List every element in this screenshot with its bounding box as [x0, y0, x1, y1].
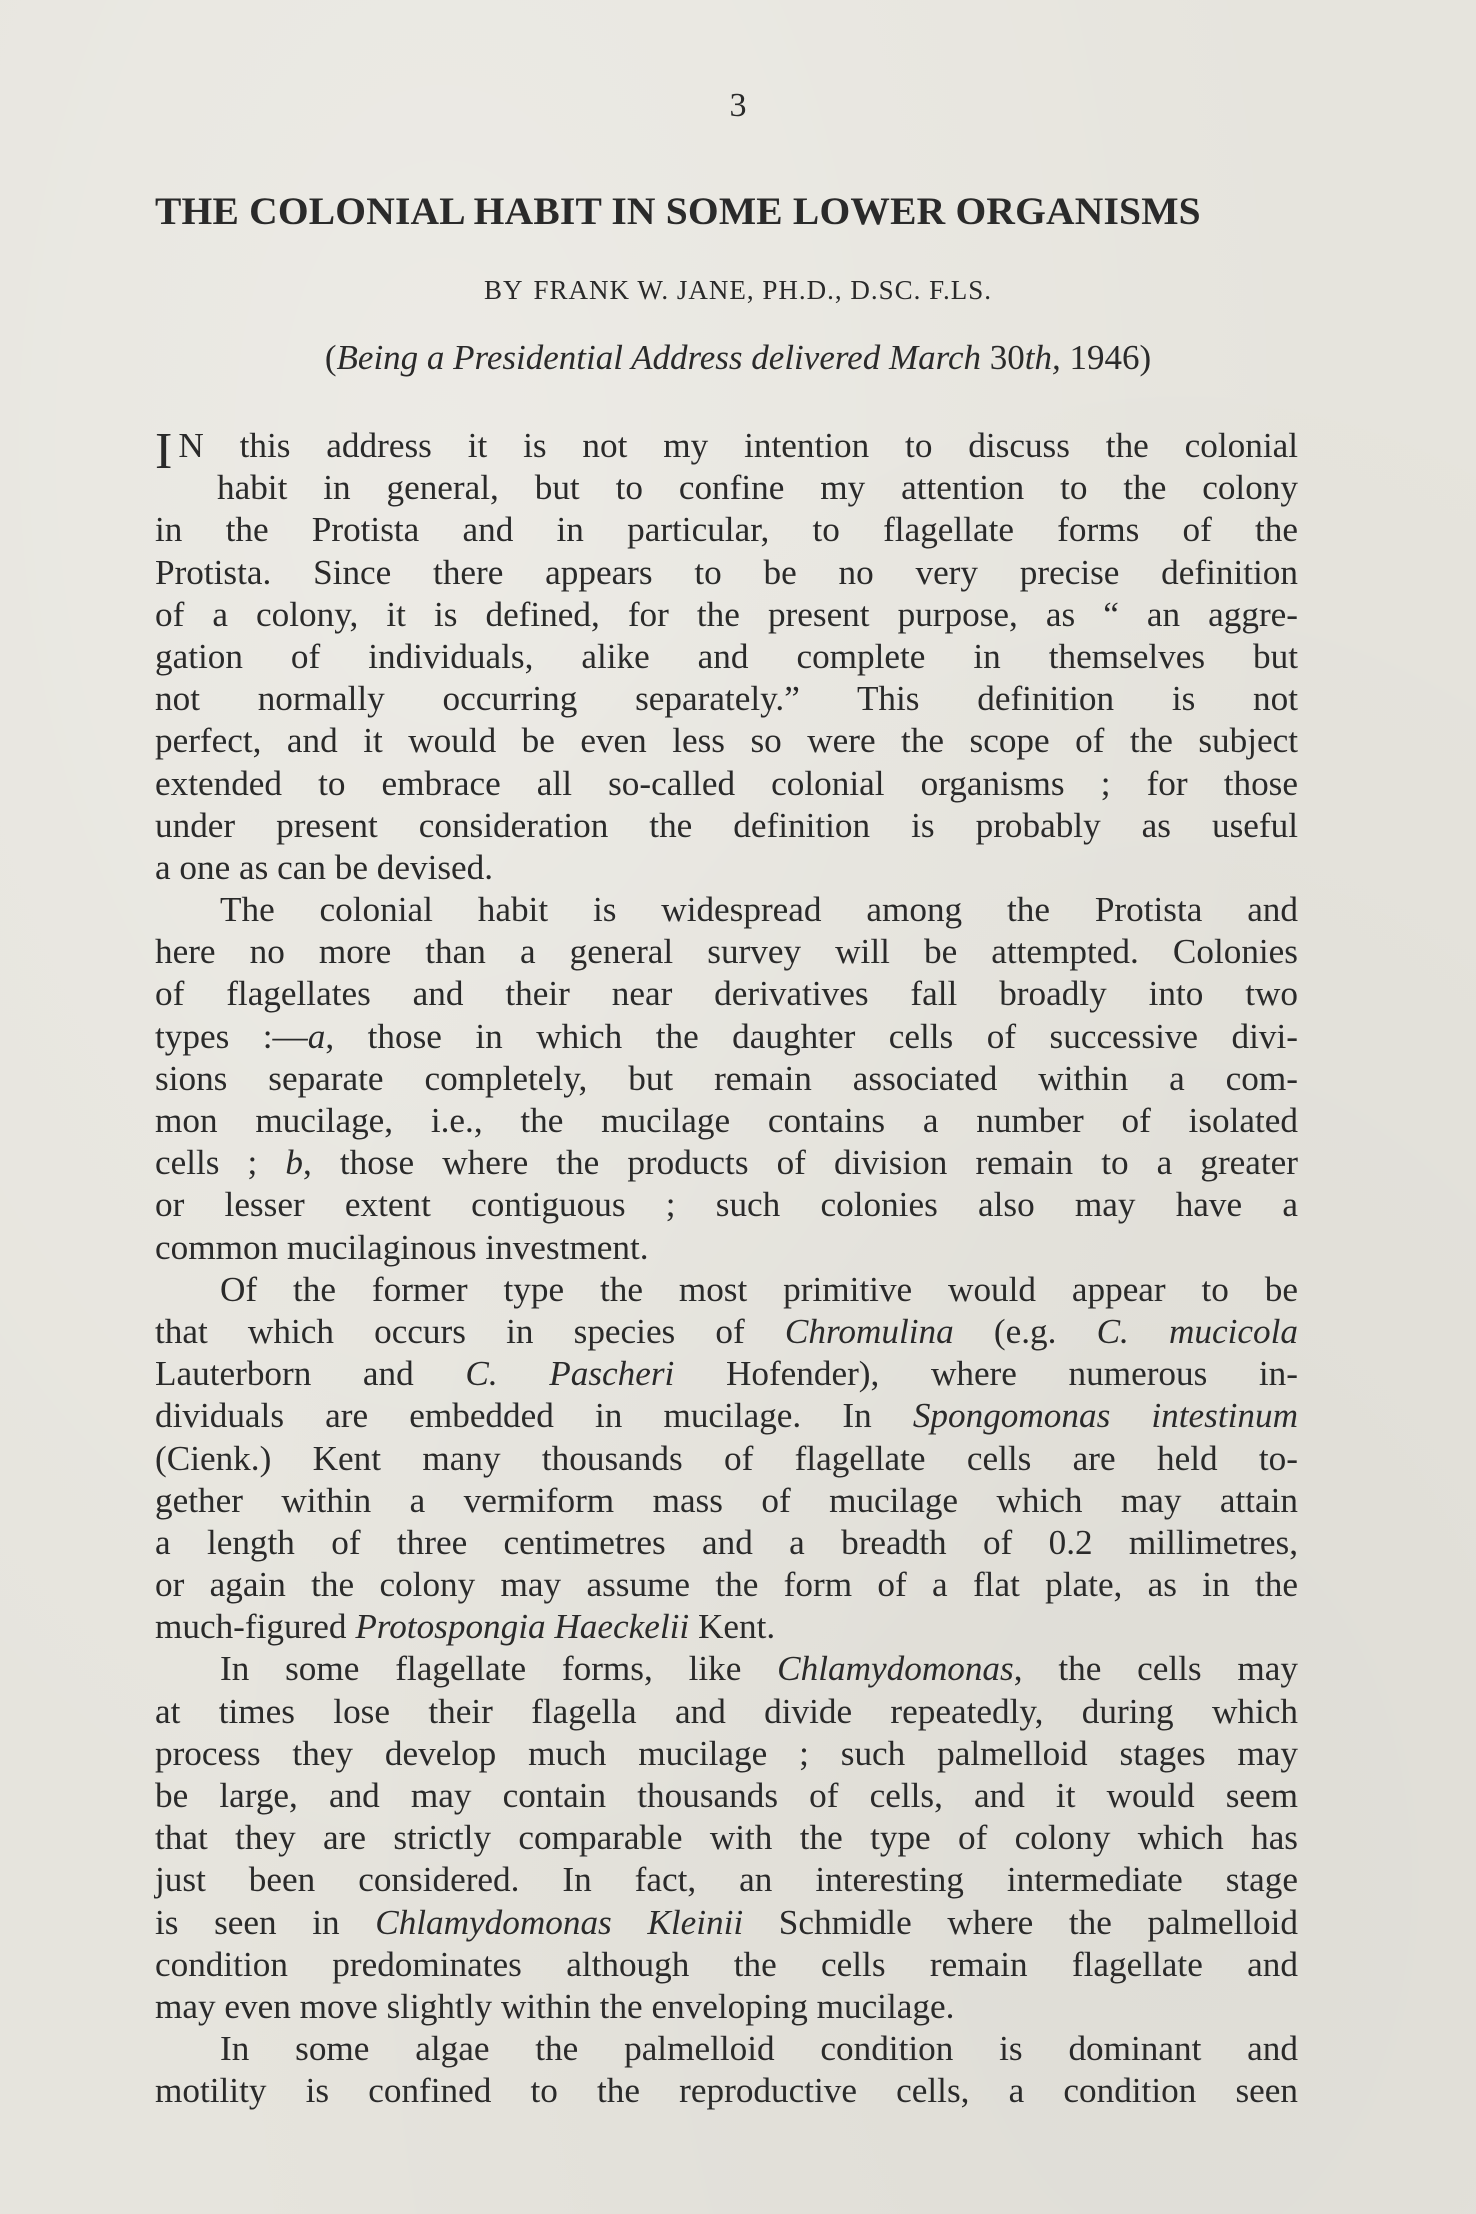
text-line [155, 423, 1298, 480]
address-subtitle [0, 336, 1476, 380]
text-line: a length of three centimetres and a breadth of 0.2 millimetres, [155, 1522, 1298, 1562]
subtitle-day-number: 30 [980, 338, 1025, 377]
text-line: condition predominates although the cells remain flagellate and [155, 1944, 1298, 1984]
text-span: In some flagellate forms, like [220, 1649, 778, 1689]
paragraph-4 [155, 1648, 1298, 2028]
text-span: N this address it is not my intention to discuss the colonial [178, 426, 1298, 465]
subtitle-italic-part-2: th, [1024, 338, 1061, 377]
text-line: sions separate completely, but remain associated within a com- [155, 1058, 1298, 1098]
text-line [155, 1311, 1298, 1353]
text-line: Protista. Since there appears to be no very precise definition [155, 552, 1298, 592]
drop-cap: I [155, 423, 173, 480]
subtitle-close: 1946) [1060, 338, 1152, 377]
text-span: (e.g. [953, 1311, 1097, 1351]
article-body [155, 425, 1298, 2113]
text-line [155, 1353, 1298, 1395]
paragraph-3 [155, 1269, 1298, 1649]
text-line: mon mucilage, i.e., the mucilage contains a number of isolated [155, 1101, 1298, 1140]
text-line: of a colony, it is defined, for the present purpose, as “ an aggre- [155, 594, 1298, 634]
text-span: Kent. [689, 1607, 776, 1647]
text-line: a one as can be devised. [155, 847, 494, 887]
italic-span: C. mucicola [1096, 1311, 1298, 1351]
text-span: much-figured [155, 1607, 356, 1647]
text-line [155, 1606, 1298, 1648]
author-name: FRANK W. JANE, PH.D., D.SC. F.LS. [533, 275, 992, 305]
text-line: in the Protista and in particular, to flagellate forms of the [155, 510, 1298, 550]
text-line: be large, and may contain thousands of cells, and it would seem [155, 1776, 1298, 1815]
text-span: dividuals are embedded in mucilage. In [155, 1396, 913, 1436]
text-line: under present consideration the definition is probably as useful [155, 805, 1298, 845]
text-line: or lesser extent contiguous ; such colonies also may have a [155, 1185, 1298, 1225]
text-span: cells ; [155, 1143, 286, 1183]
text-span: , those where the products of division remain to a greater [303, 1143, 1299, 1183]
italic-span: Chromulina [784, 1311, 954, 1351]
text-span: is seen in [155, 1902, 376, 1942]
text-line: that they are strictly comparable with the type of colony which has [155, 1818, 1298, 1858]
text-line: Of the former type the most primitive would appear to be [220, 1269, 1298, 1309]
italic-span: C. Pascheri [465, 1354, 675, 1394]
text-line: motility is confined to the reproductive cells, a condition seen [155, 2071, 1298, 2111]
paragraph-5 [155, 2028, 1298, 2112]
text-line [155, 1142, 1298, 1184]
text-line [155, 1648, 1298, 1690]
text-line: gation of individuals, alike and complete in themselves but [155, 636, 1298, 676]
author-byline [0, 273, 1476, 307]
text-line [155, 1016, 1298, 1058]
paragraph-1 [155, 425, 1298, 889]
text-line: just been considered. In fact, an interesting intermediate stage [155, 1860, 1298, 1900]
text-span: , those in which the daughter cells of successive divi- [325, 1016, 1298, 1056]
text-span: Schmidle where the palmelloid [743, 1902, 1298, 1942]
text-line: extended to embrace all so-called colonial organisms ; for those [155, 763, 1298, 803]
text-line: or again the colony may assume the form of a flat plate, as in the [155, 1565, 1298, 1605]
text-line: gether within a vermiform mass of mucilage which may attain [155, 1480, 1298, 1520]
text-line: here no more than a general survey will be attempted. Colonies [155, 932, 1298, 972]
text-line: not normally occurring separately.” This definition is not [155, 679, 1298, 719]
text-line: at times lose their flagella and divide repeatedly, during which [155, 1691, 1298, 1731]
subtitle-italic-part-1: Being a Presidential Address delivered March [336, 338, 981, 377]
italic-span: a [307, 1016, 326, 1056]
text-line [155, 1902, 1298, 1944]
text-span: that which occurs in species of [155, 1311, 785, 1351]
italic-span: Chlamydomonas [777, 1649, 1014, 1689]
text-span: types :— [155, 1016, 308, 1056]
subtitle-open: ( [324, 338, 337, 377]
italic-span: Spongomonas intestinum [912, 1396, 1299, 1436]
paragraph-2 [155, 889, 1298, 1269]
text-line [155, 1395, 1298, 1437]
italic-span: Protospongia Haeckelii [355, 1607, 690, 1647]
text-span: , the cells may [1013, 1649, 1298, 1689]
text-line: common mucilaginous investment. [155, 1227, 649, 1267]
text-line: of flagellates and their near derivatives fall broadly into two [155, 974, 1298, 1014]
byline-prefix: BY [484, 275, 524, 305]
article-title: THE COLONIAL HABIT IN SOME LOWER ORGANISMS [155, 189, 1201, 233]
page-number: 3 [729, 87, 747, 124]
text-span: Lauterborn and [155, 1354, 466, 1394]
text-line: habit in general, but to confine my attention to the colony [217, 468, 1298, 508]
text-line: perfect, and it would be even less so were the scope of the subject [155, 721, 1298, 761]
text-line: In some algae the palmelloid condition is dominant and [220, 2029, 1298, 2069]
italic-span: Chlamydomonas Kleinii [375, 1902, 744, 1942]
text-line: (Cienk.) Kent many thousands of flagellate cells are held to- [155, 1438, 1298, 1478]
text-line: process they develop much mucilage ; such palmelloid stages may [155, 1733, 1298, 1773]
text-line: may even move slightly within the enveloping mucilage. [155, 1986, 955, 2026]
italic-span: b [285, 1143, 304, 1183]
text-span: Hofender), where numerous in- [674, 1354, 1298, 1394]
text-line: The colonial habit is widespread among the Protista and [220, 890, 1298, 930]
